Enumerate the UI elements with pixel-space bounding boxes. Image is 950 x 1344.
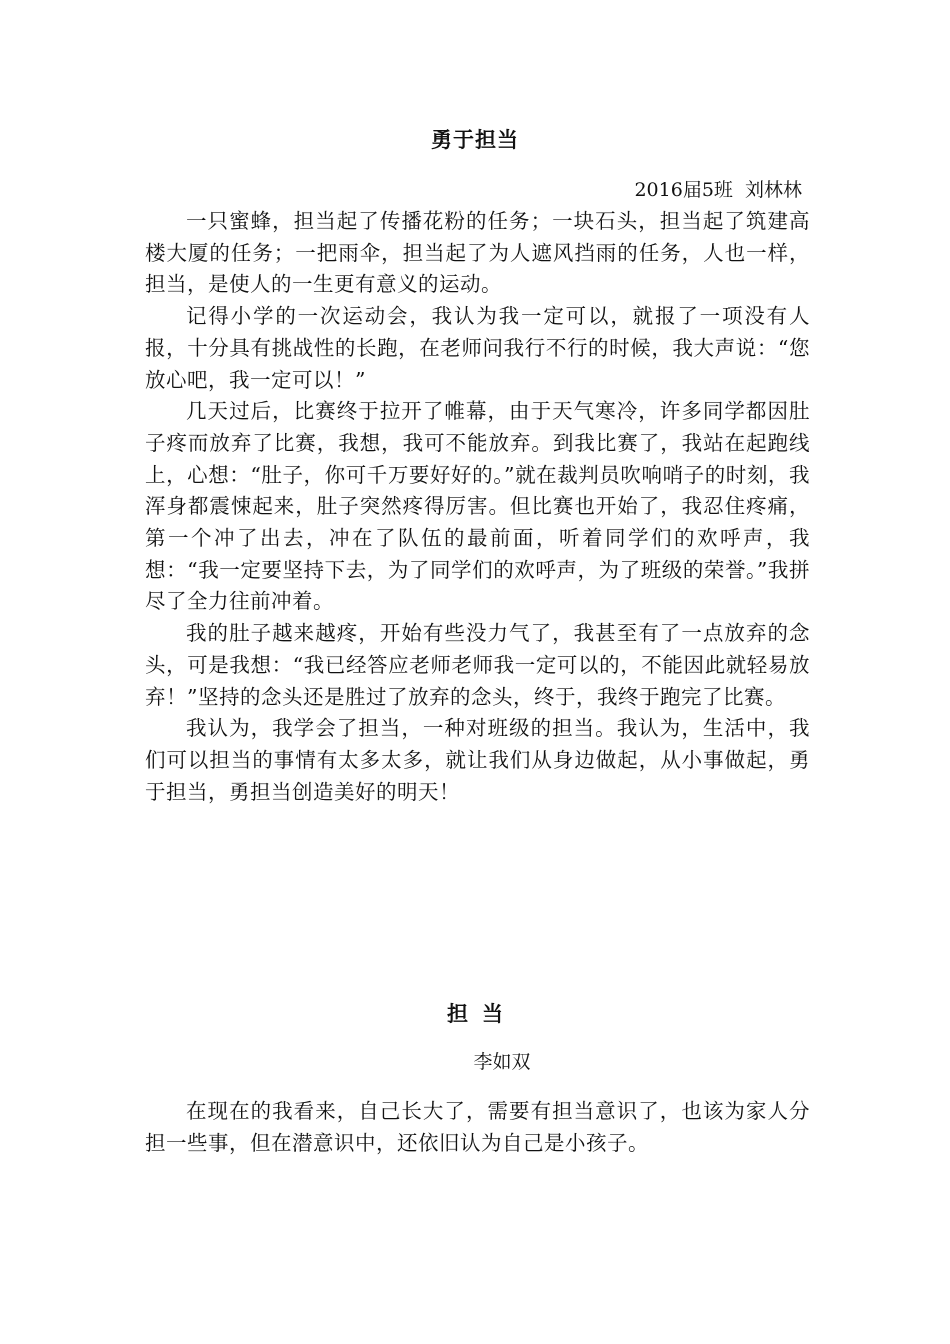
essay2-paragraph: 在现在的我看来，自己长大了，需要有担当意识了，也该为家人分担一些事，但在潜意识中，还依旧认为自己是小孩子。 — [145, 1099, 810, 1155]
essay2-title: 担当 — [447, 1001, 517, 1026]
essay1-title: 勇于担当 — [431, 127, 519, 152]
essay1-paragraph: 一只蜜蜂，担当起了传播花粉的任务；一块石头，担当起了筑建高楼大厦的任务；一把雨伞，担当起了为人遮风挡雨的任务，人也一样，担当，是使人的一生更有意义的运动。 — [145, 209, 810, 297]
essay1-paragraph: 我认为，我学会了担当，一种对班级的担当。我认为，生活中，我们可以担当的事情有太多太多，就让我们从身边做起，从小事做起，勇于担当，勇担当创造美好的明天！ — [145, 716, 810, 804]
essay2-body — [145, 1096, 810, 1159]
essay1-paragraph: 几天过后，比赛终于拉开了帷幕，由于天气寒冷，许多同学都因肚子疼而放弃了比赛，我想，我可不能放弃。到我比赛了，我站在起跑线上，心想：“肚子，你可千万要好好的。”就在裁判员吹响哨子的时刻，我浑身都震悚起来，肚子突然疼得厉害。但比赛也开始了，我忍住疼痛，第一个冲了出去，冲在了队伍的最前面，听着同学们的欢呼声，我想：“我一定要坚持下去，为了同学们的欢呼声，为了班级的荣誉。”我拼尽了全力往前冲着。 — [145, 399, 810, 614]
essay1-byline: 2016届5班 刘林林 — [634, 179, 802, 201]
essay2-byline: 李如双 — [473, 1051, 531, 1073]
essay1-body — [145, 206, 810, 808]
essay1-paragraph: 记得小学的一次运动会，我认为我一定可以，就报了一项没有人报，十分具有挑战性的长跑，在老师问我行不行的时候，我大声说：“您放心吧，我一定可以！” — [145, 304, 810, 392]
essay1-paragraph: 我的肚子越来越疼，开始有些没力气了，我甚至有了一点放弃的念头，可是我想：“我已经答应老师老师我一定可以的，不能因此就轻易放弃！”坚持的念头还是胜过了放弃的念头，终于，我终于跑完了比赛。 — [145, 621, 810, 709]
